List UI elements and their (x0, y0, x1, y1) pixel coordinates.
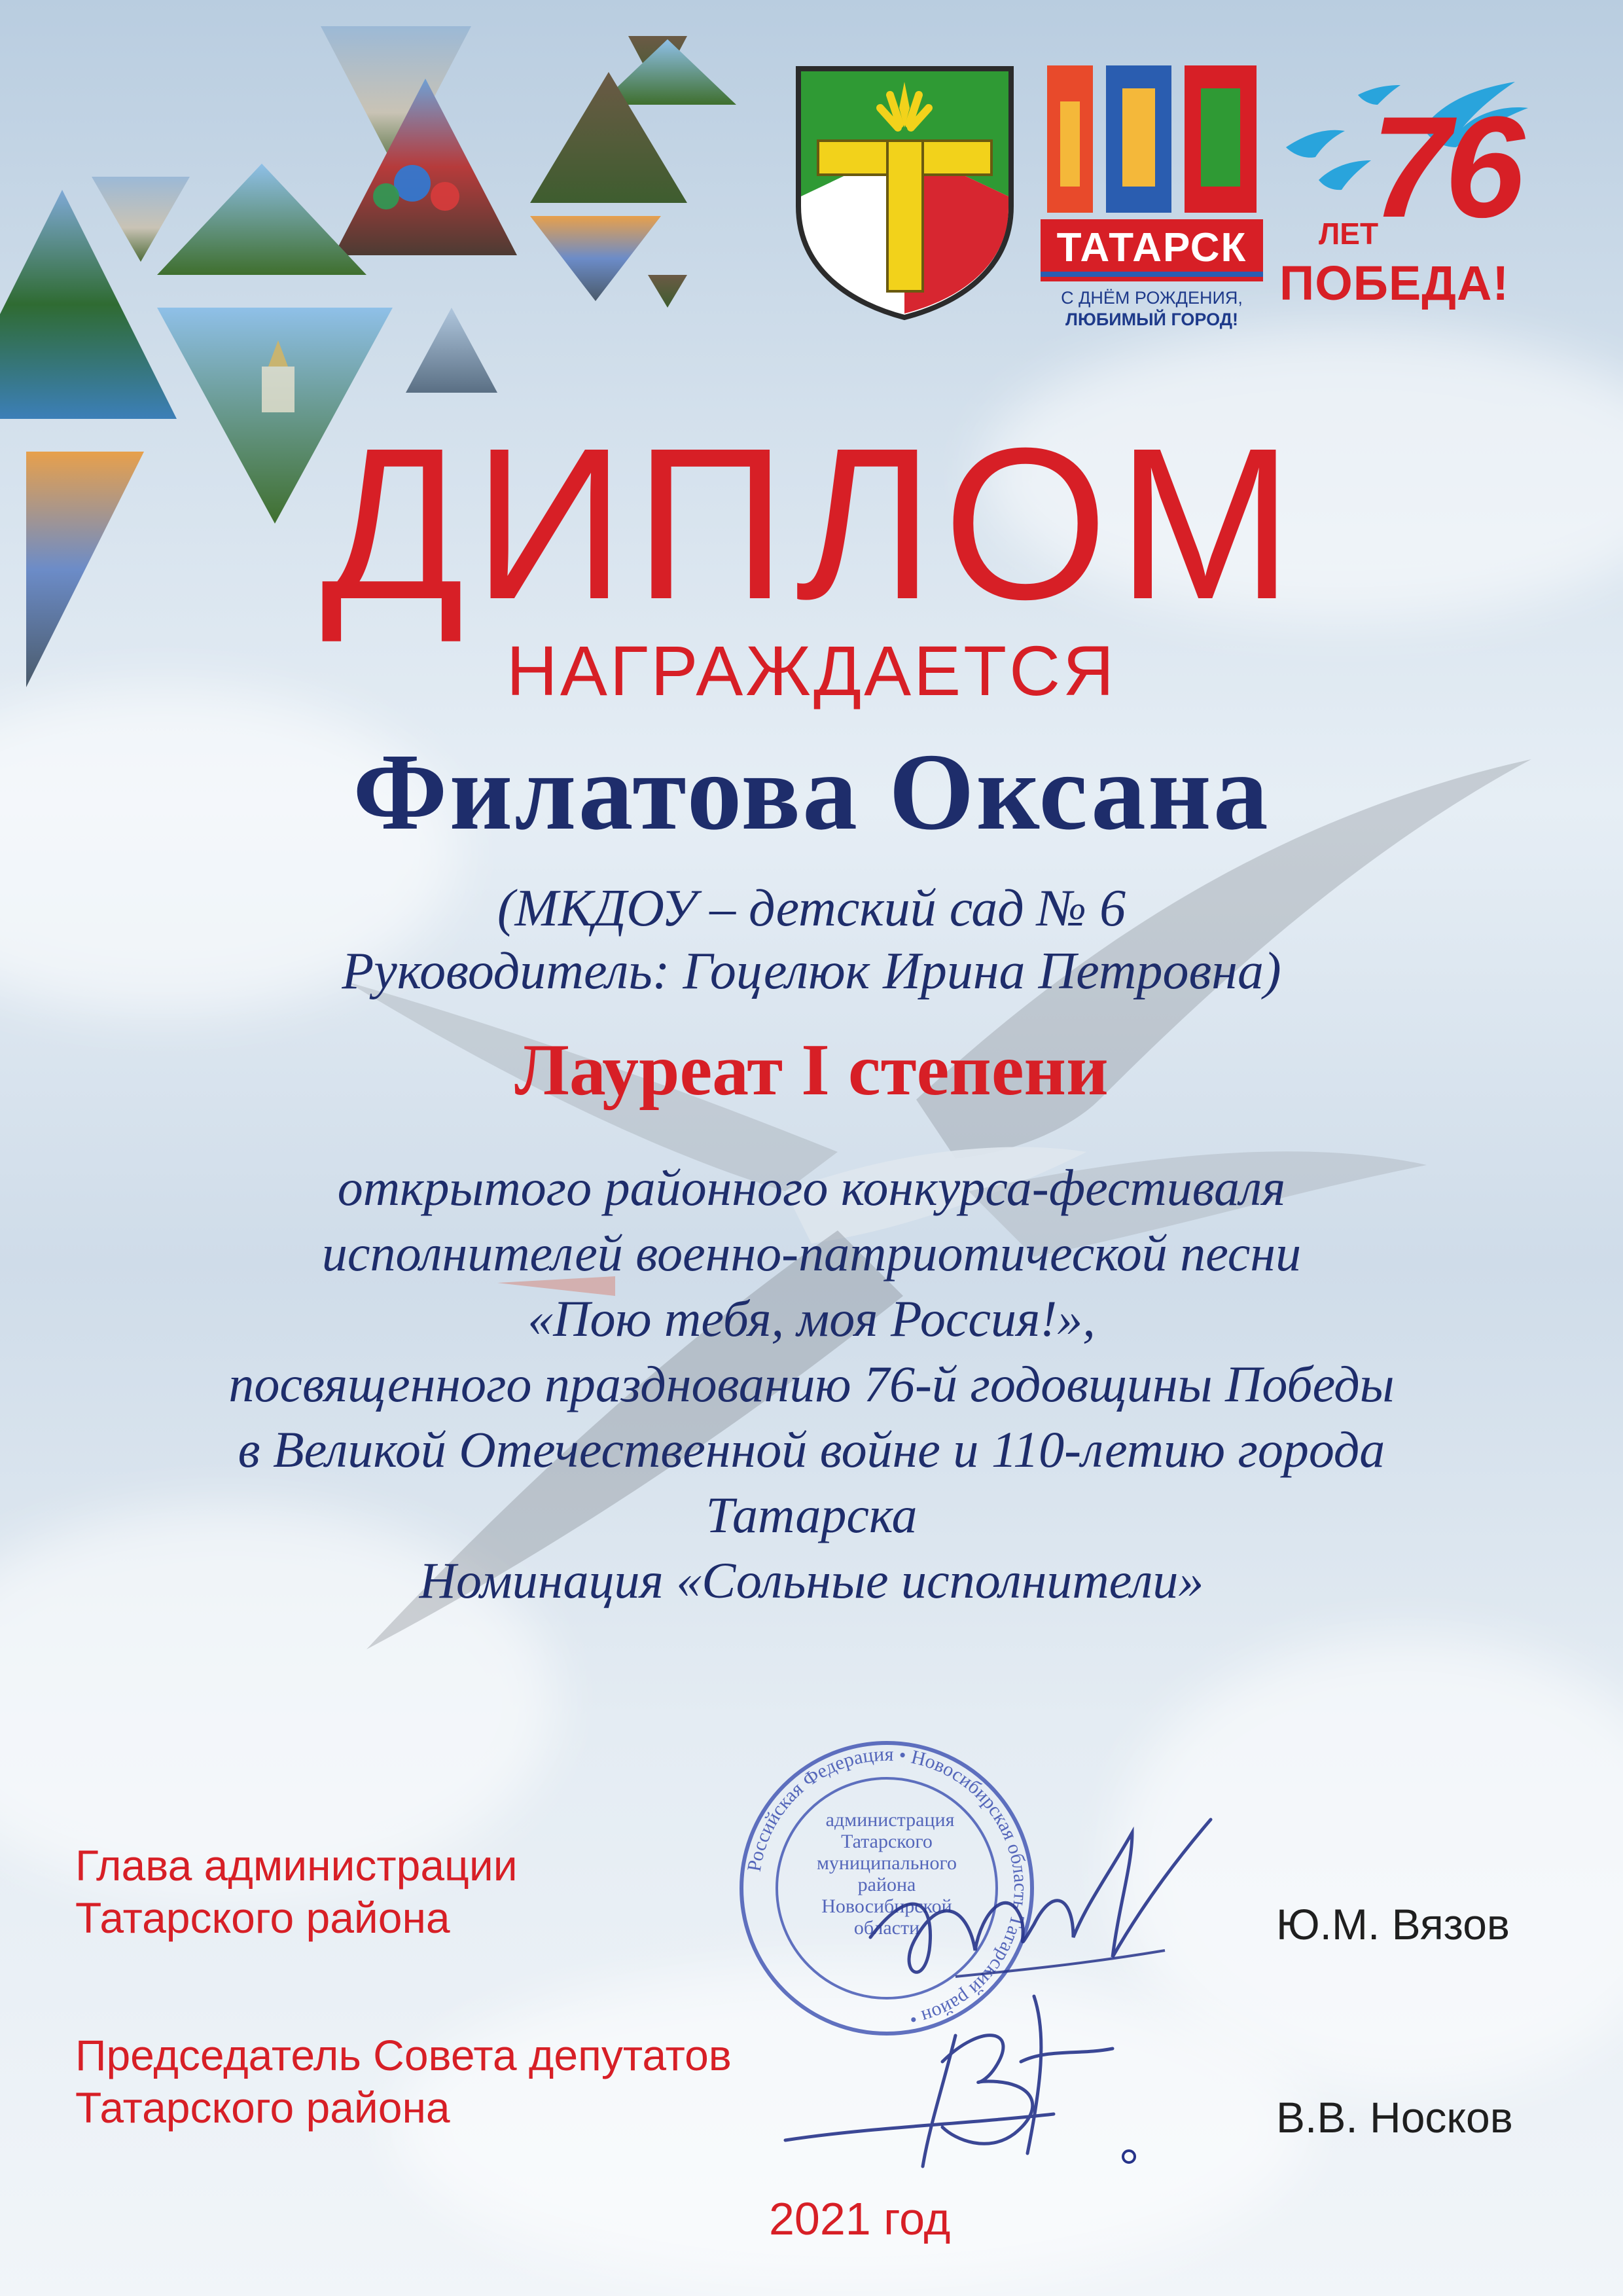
nomination-line: Номинация «Сольные исполнители» (419, 1552, 1204, 1609)
award-title: Лауреат I степени (514, 1030, 1109, 1111)
victory-76-years-logo (1279, 75, 1535, 337)
logo-110-slogan-line2: ЛЮБИМЫЙ ГОРОД! (1065, 310, 1238, 329)
svg-text:Новосибирской: Новосибирской (821, 1895, 952, 1917)
logo-76-victory: ПОБЕДА! (1279, 256, 1510, 310)
signatory-1-position-line1: Глава администрации (75, 1841, 518, 1890)
signatory-2-position-line1: Председатель Совета депутатов (75, 2031, 732, 2079)
svg-text:администрация: администрация (825, 1809, 955, 1831)
svg-text:Российская Федерация • Новосиб: Российская Федерация • Новосибирская область Татарский район • (743, 1743, 1032, 2031)
recipient-organization: (МКДОУ – детский сад № 6 (497, 880, 1126, 937)
signatory-2-position-line2: Татарского района (75, 2083, 450, 2132)
year-label: 2021 год (769, 2193, 951, 2244)
recipient-supervisor: Руководитель: Гоцелюк Ирина Петровна) (342, 942, 1281, 1000)
signatory-2-name: В.В. Носков (1276, 2093, 1513, 2142)
description-line: «Пою тебя, моя Россия!», (527, 1290, 1096, 1347)
description-line: открытого районного конкурса-фестиваля (337, 1159, 1286, 1216)
tatarsk-coat-of-arms-logo (792, 62, 1018, 324)
description-line: исполнителей военно-патриотической песни (321, 1225, 1302, 1282)
tatarsk-110-anniversary-logo (1041, 62, 1263, 337)
description-line: посвященного празднованию 76-й годовщины Победы (228, 1355, 1395, 1412)
logo-76-years: ЛЕТ (1319, 217, 1379, 251)
logo-110-city: ТАТАРСК (1056, 225, 1247, 270)
logo-110-slogan-line1: С ДНЁМ РОЖДЕНИЯ, (1061, 288, 1243, 308)
svg-text:области: области (853, 1917, 920, 1939)
svg-text:муниципального: муниципального (816, 1852, 957, 1874)
signatory-1-position-line2: Татарского района (75, 1893, 450, 1942)
signatory-2-position (75, 2029, 732, 2134)
recipient-details (0, 877, 1623, 1003)
signatory-1-position (75, 1839, 518, 1944)
signatory-1-name: Ю.М. Вязов (1276, 1900, 1510, 1948)
recipient-name: Филатова Оксана (353, 731, 1270, 853)
description-line: в Великой Отечественной войне и 110-летию города (238, 1421, 1385, 1478)
signature-noskov (772, 1983, 1152, 2179)
svg-text:Татарского: Татарского (841, 1831, 933, 1852)
description-line: Татарска (705, 1486, 918, 1543)
diploma-title: ДИПЛОМ (321, 403, 1302, 644)
svg-text:района: района (857, 1874, 916, 1895)
logo-76-number: 76 (1371, 86, 1518, 247)
award-description (0, 1155, 1623, 1613)
awarded-subtitle: НАГРАЖДАЕТСЯ (506, 631, 1117, 710)
